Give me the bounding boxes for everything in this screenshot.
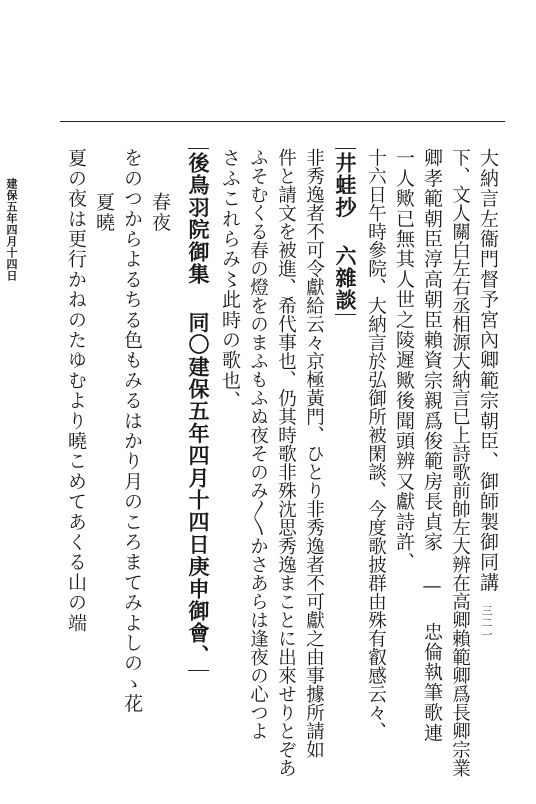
section-heading: 後鳥羽院御集 同〇建保五年四月十四日庚申御會、 [188, 148, 209, 671]
text-column: 下、文人關白左右丞相源大納言已上詩歌前帥左大辨在高卿賴範卿爲長卿宗業 [449, 148, 471, 777]
poem-text: をのつからよるちる色もみるはかり月のころまてみよしのゝ花 [121, 148, 143, 714]
running-head: 建保五年四月十四日 [5, 178, 18, 282]
poem-title: 春夜 [149, 192, 171, 233]
text-column: さふこれらみ〻此時の歌也、 [219, 148, 241, 411]
text-column: 件と請文を被進、希代事也、仍其時歌非殊沈思秀逸まことに出來せりとぞあ [275, 148, 297, 777]
text-column: 十六日午時參院、大納言於弘御所被閑談、今度歌披群由殊有叡感云々、 [365, 148, 387, 740]
poem-text: 夏の夜は更行かねのたゆむより曉こめてあくる山の端 [65, 148, 87, 633]
page-number: 三二一 [480, 605, 493, 641]
text-column: 大納言左衞門督予宮內卿範宗朝臣、御師製御同講 [477, 148, 499, 593]
text-column: 卿孝範朝臣淳高朝臣賴資宗親爲俊範房長貞家 — 忠倫執筆歌連 [421, 148, 443, 743]
header-rule [60, 121, 505, 122]
text-column: 非秀逸者不可令獻給云々京極黃門、ひとり非秀逸者不可獻之由事據所請如 [303, 148, 325, 759]
section-heading: 井蛙抄 六雜談 [335, 148, 356, 315]
text-column: 一人歟已無其人世之陵遲歟後聞頭辨又獻詩許、 [393, 148, 415, 573]
text-column: ふそむくる春の燈をのまふもふぬ夜そのみ〳〵かさあらは逢夜の心つよ [247, 148, 269, 740]
poem-title: 夏曉 [93, 192, 115, 233]
